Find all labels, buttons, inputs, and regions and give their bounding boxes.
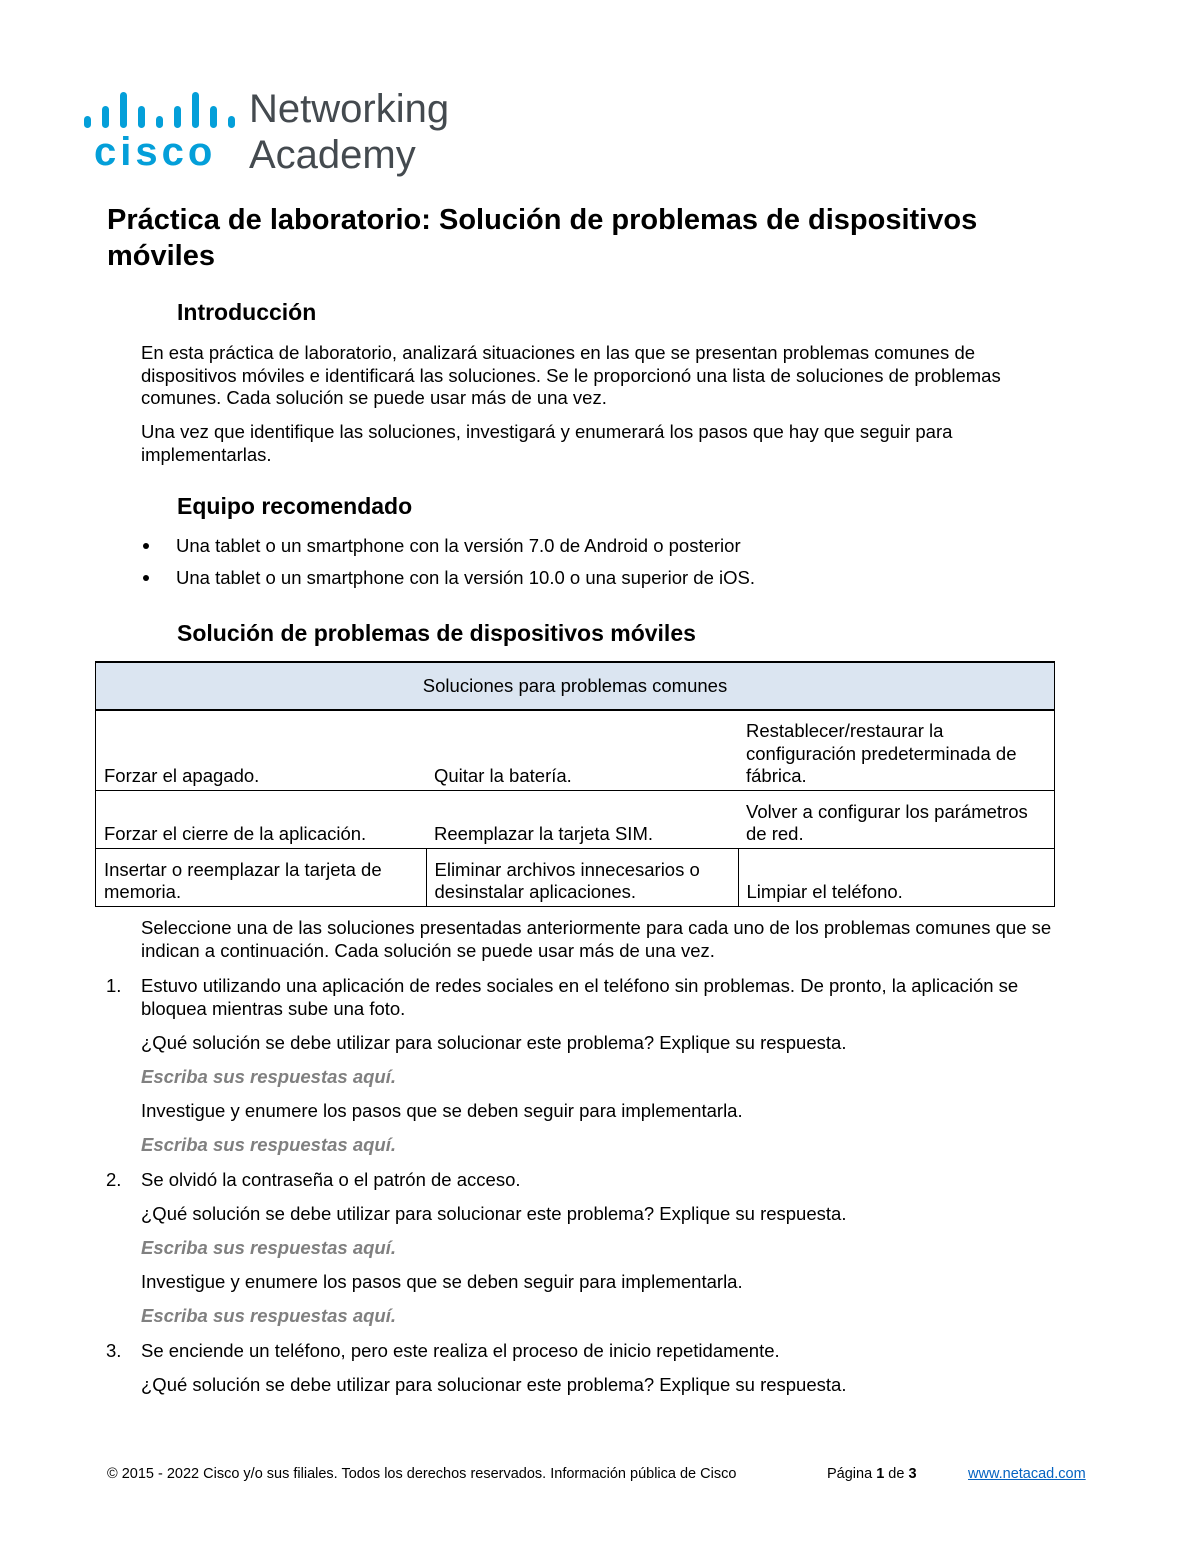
- equipment-list: [141, 535, 755, 599]
- logo-text: [249, 86, 449, 178]
- table-header: Soluciones para problemas comunes: [96, 662, 1055, 710]
- footer-link[interactable]: www.netacad.com: [968, 1466, 1086, 1482]
- logo-line1: Networking: [249, 87, 450, 131]
- page-total: 3: [908, 1466, 917, 1482]
- list-item: Una tablet o un smartphone con la versión 10.0 o una superior de iOS.: [141, 567, 755, 599]
- cisco-networking-academy-logo: [84, 86, 484, 178]
- table-cell: Eliminar archivos innecesarios o desinstalar aplicaciones.: [426, 848, 738, 906]
- table-cell: Forzar el cierre de la aplicación.: [96, 790, 427, 848]
- table-header-row: [96, 662, 1055, 710]
- page-of: de: [888, 1466, 905, 1482]
- footer-page-number: [827, 1465, 917, 1483]
- question-number: 3.: [106, 1340, 122, 1361]
- solutions-table: [95, 661, 1055, 907]
- table-cell: Insertar o reemplazar la tarjeta de memoria.: [96, 848, 427, 906]
- question-number: 1.: [106, 975, 122, 996]
- page-current: 1: [876, 1466, 885, 1482]
- footer-copyright: © 2015 - 2022 Cisco y/o sus filiales. Todos los derechos reservados. Información pública de Cisco: [107, 1466, 737, 1482]
- table-cell: Reemplazar la tarjeta SIM.: [426, 790, 738, 848]
- question-problem: Se enciende un teléfono, pero este realiza el proceso de inicio repetidamente.: [141, 1340, 780, 1361]
- question-prompt: ¿Qué solución se debe utilizar para solucionar este problema? Explique su respuesta.: [141, 1374, 847, 1395]
- table-row: [96, 790, 1055, 848]
- troubleshoot-heading: Solución de problemas de dispositivos móviles: [177, 620, 696, 646]
- answer-field[interactable]: Escriba sus respuestas aquí.: [141, 1237, 397, 1258]
- table-row: [96, 848, 1055, 906]
- cisco-bars-icon: [84, 88, 234, 128]
- instructions-text: Seleccione una de las soluciones presentadas anteriormente para cada uno de los problemas comunes que se indican a continuación. Cada solución se puede usar más de una vez.: [141, 917, 1052, 961]
- question-prompt: Investigue y enumere los pasos que se deben seguir para implementarla.: [141, 1100, 743, 1121]
- answer-field[interactable]: Escriba sus respuestas aquí.: [141, 1066, 397, 1087]
- question-problem: Se olvidó la contraseña o el patrón de acceso.: [141, 1169, 521, 1190]
- table-row: [96, 710, 1055, 790]
- intro-paragraph-1: En esta práctica de laboratorio, analizará situaciones en las que se presentan problemas comunes de dispositivos móviles e identificará las soluciones. Se le proporcionó una lista de soluciones de problemas comunes. Cada solución se puede usar más de una vez.: [141, 342, 1001, 408]
- intro-paragraph-2: Una vez que identifique las soluciones, investigará y enumerará los pasos que hay que seguir para implementarlas.: [141, 421, 953, 465]
- page-title: Práctica de laboratorio: Solución de problemas de dispositivos móviles: [107, 204, 978, 272]
- logo-line2: Academy: [249, 133, 416, 177]
- question-number: 2.: [106, 1169, 122, 1190]
- answer-field[interactable]: Escriba sus respuestas aquí.: [141, 1134, 397, 1155]
- question-problem: Estuvo utilizando una aplicación de redes sociales en el teléfono sin problemas. De pronto, la aplicación se bloquea mientras sube una foto.: [141, 975, 1019, 1019]
- question-prompt: ¿Qué solución se debe utilizar para solucionar este problema? Explique su respuesta.: [141, 1032, 847, 1053]
- cisco-wordmark: cisco: [94, 130, 217, 174]
- table-cell: Volver a configurar los parámetros de red.: [738, 790, 1055, 848]
- answer-field[interactable]: Escriba sus respuestas aquí.: [141, 1305, 397, 1326]
- question-prompt: ¿Qué solución se debe utilizar para solucionar este problema? Explique su respuesta.: [141, 1203, 847, 1224]
- equipment-heading: Equipo recomendado: [177, 493, 413, 519]
- table-cell: Limpiar el teléfono.: [738, 848, 1055, 906]
- intro-heading: Introducción: [177, 299, 317, 325]
- question-prompt: Investigue y enumere los pasos que se deben seguir para implementarla.: [141, 1271, 743, 1292]
- page-label: Página: [827, 1466, 873, 1482]
- table-cell: Quitar la batería.: [426, 710, 738, 790]
- list-item: Una tablet o un smartphone con la versión 7.0 de Android o posterior: [141, 535, 755, 567]
- table-cell: Restablecer/restaurar la configuración predeterminada de fábrica.: [738, 710, 1055, 790]
- table-cell: Forzar el apagado.: [96, 710, 427, 790]
